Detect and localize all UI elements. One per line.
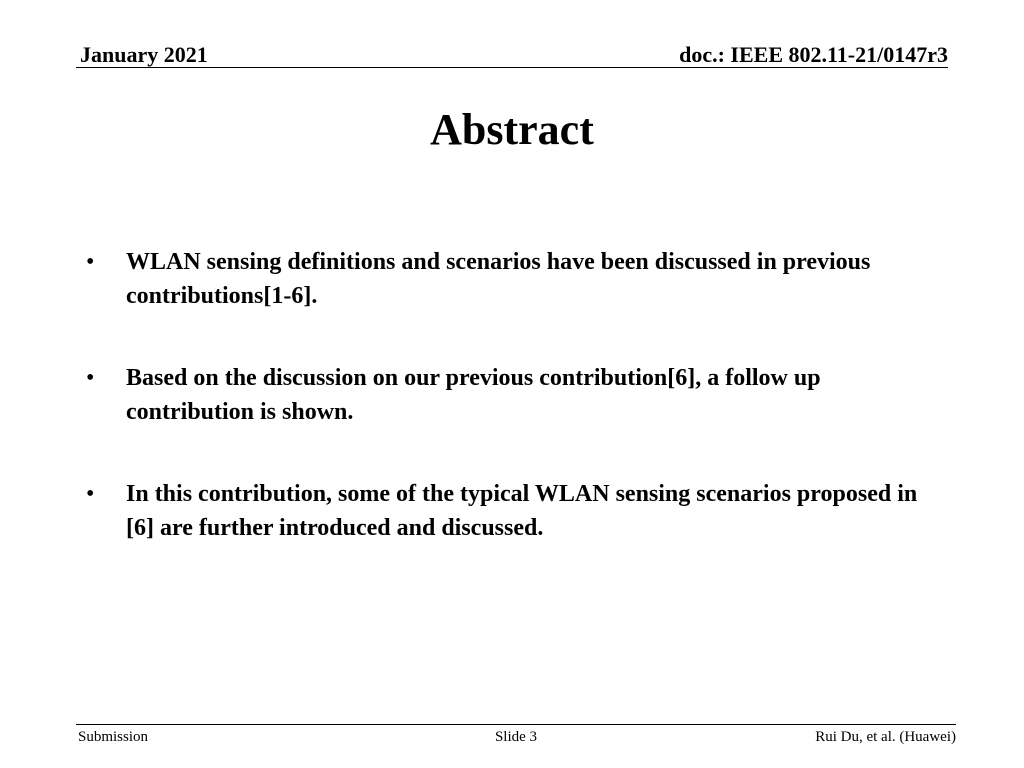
header-divider: [76, 67, 948, 68]
header-date: January 2021: [80, 42, 208, 67]
footer-submission: Submission: [78, 729, 149, 745]
bullet-marker: •: [86, 249, 95, 275]
bullet-item: [86, 245, 946, 313]
bullet-item: [86, 361, 946, 429]
bullet-marker: •: [86, 365, 95, 391]
bullet-text: In this contribution, some of the typical WLAN sensing scenarios proposed in [6] are further introduced and discussed.: [126, 481, 918, 541]
header-doc-id: doc.: IEEE 802.11-21/0147r3: [679, 42, 948, 67]
bullet-text: WLAN sensing definitions and scenarios have been discussed in previous contributions[1-6].: [126, 249, 871, 309]
footer-divider: [76, 724, 956, 725]
slide-title: Abstract: [430, 105, 594, 154]
bullet-list: [86, 245, 946, 593]
bullet-text: Based on the discussion on our previous contribution[6], a follow up contribution is shown.: [126, 365, 821, 425]
footer-authors: Rui Du, et al. (Huawei): [815, 729, 956, 745]
bullet-item: [86, 477, 946, 545]
bullet-marker: •: [86, 481, 95, 507]
footer-slide-number: Slide 3: [494, 729, 538, 745]
